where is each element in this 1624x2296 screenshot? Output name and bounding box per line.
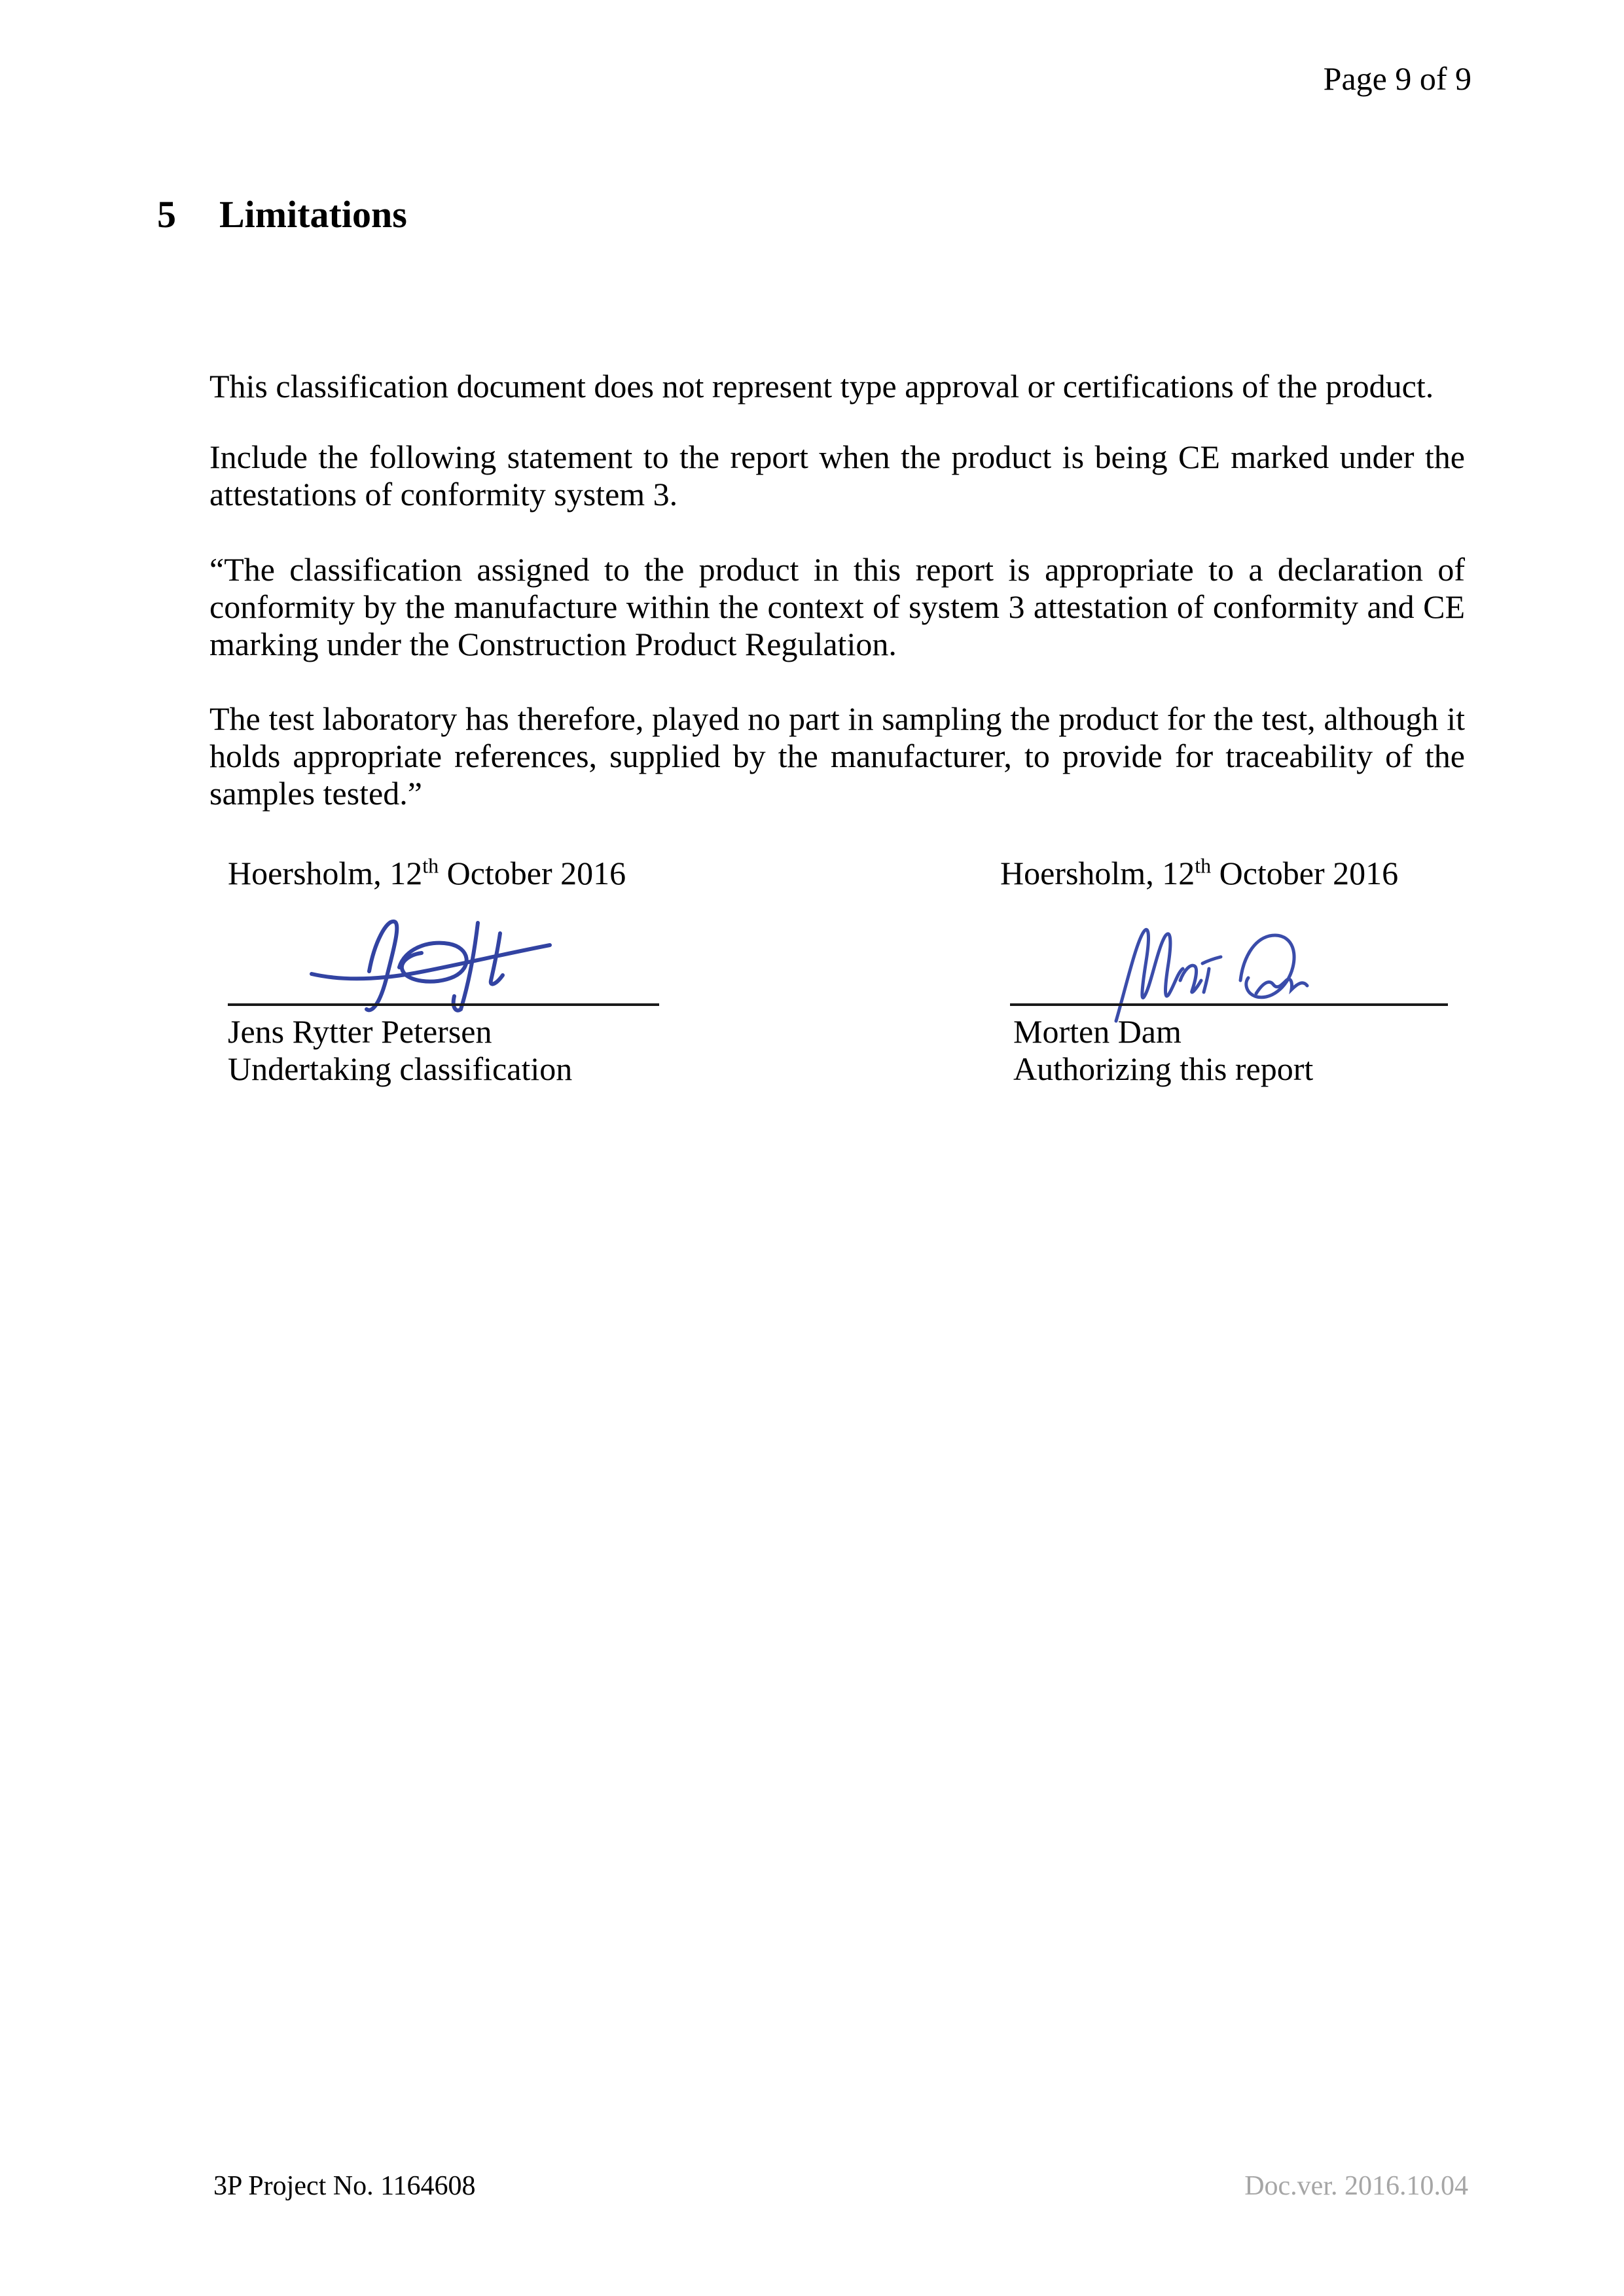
signature-line-right bbox=[1010, 1003, 1448, 1006]
signatory-role-left: Undertaking classification bbox=[228, 1050, 573, 1087]
section-heading bbox=[157, 194, 407, 236]
signatory-name-left: Jens Rytter Petersen bbox=[228, 1013, 492, 1050]
signature-date-left-prefix: Hoersholm, 12 bbox=[228, 855, 423, 891]
paragraph-type-approval-disclaimer: This classification document does not represent type approval or certifications of the product. bbox=[209, 368, 1434, 404]
paragraph-classification-quote-part1: “The classification assigned to the product in this report is appropriate to a declaration of conformity by the manufacture within the context of system 3 attestation of conformity and CE marking under the Construction Product Regulation. bbox=[209, 551, 1465, 662]
signature-line-left bbox=[228, 1003, 659, 1006]
paragraph-ce-marking-statement-instruction: Include the following statement to the report when the product is being CE marked under the attestations of conformity system 3. bbox=[209, 439, 1465, 512]
signature-date-left-suffix: October 2016 bbox=[439, 855, 626, 891]
footer-doc-version: Doc.ver. 2016.10.04 bbox=[1244, 2171, 1468, 2201]
paragraph-classification-quote-part2: The test laboratory has therefore, played no part in sampling the product for the test, although it holds appropriate references, supplied by the manufacturer, to provide for traceability of the samples tested.” bbox=[209, 700, 1465, 812]
footer-project-number: 3P Project No. 1164608 bbox=[213, 2171, 476, 2201]
signature-date-left bbox=[228, 855, 626, 892]
signature-date-right-prefix: Hoersholm, 12 bbox=[1000, 855, 1195, 891]
signatory-role-right: Authorizing this report bbox=[1013, 1050, 1314, 1087]
section-number: 5 bbox=[157, 193, 176, 236]
signatory-name-right: Morten Dam bbox=[1013, 1013, 1182, 1050]
signature-date-right-ordinal: th bbox=[1195, 853, 1212, 878]
section-title: Limitations bbox=[219, 193, 407, 236]
signature-date-left-ordinal: th bbox=[422, 853, 439, 878]
signature-date-right bbox=[1000, 855, 1398, 892]
signatory-block-right bbox=[1013, 1013, 1313, 1088]
jens-signature-handwriting-image bbox=[306, 911, 555, 1016]
page-number-indicator: Page 9 of 9 bbox=[1323, 60, 1471, 97]
signature-date-right-suffix: October 2016 bbox=[1211, 855, 1399, 891]
signatory-block-left bbox=[228, 1013, 572, 1088]
morten-signature-handwriting-image bbox=[1110, 918, 1319, 1029]
